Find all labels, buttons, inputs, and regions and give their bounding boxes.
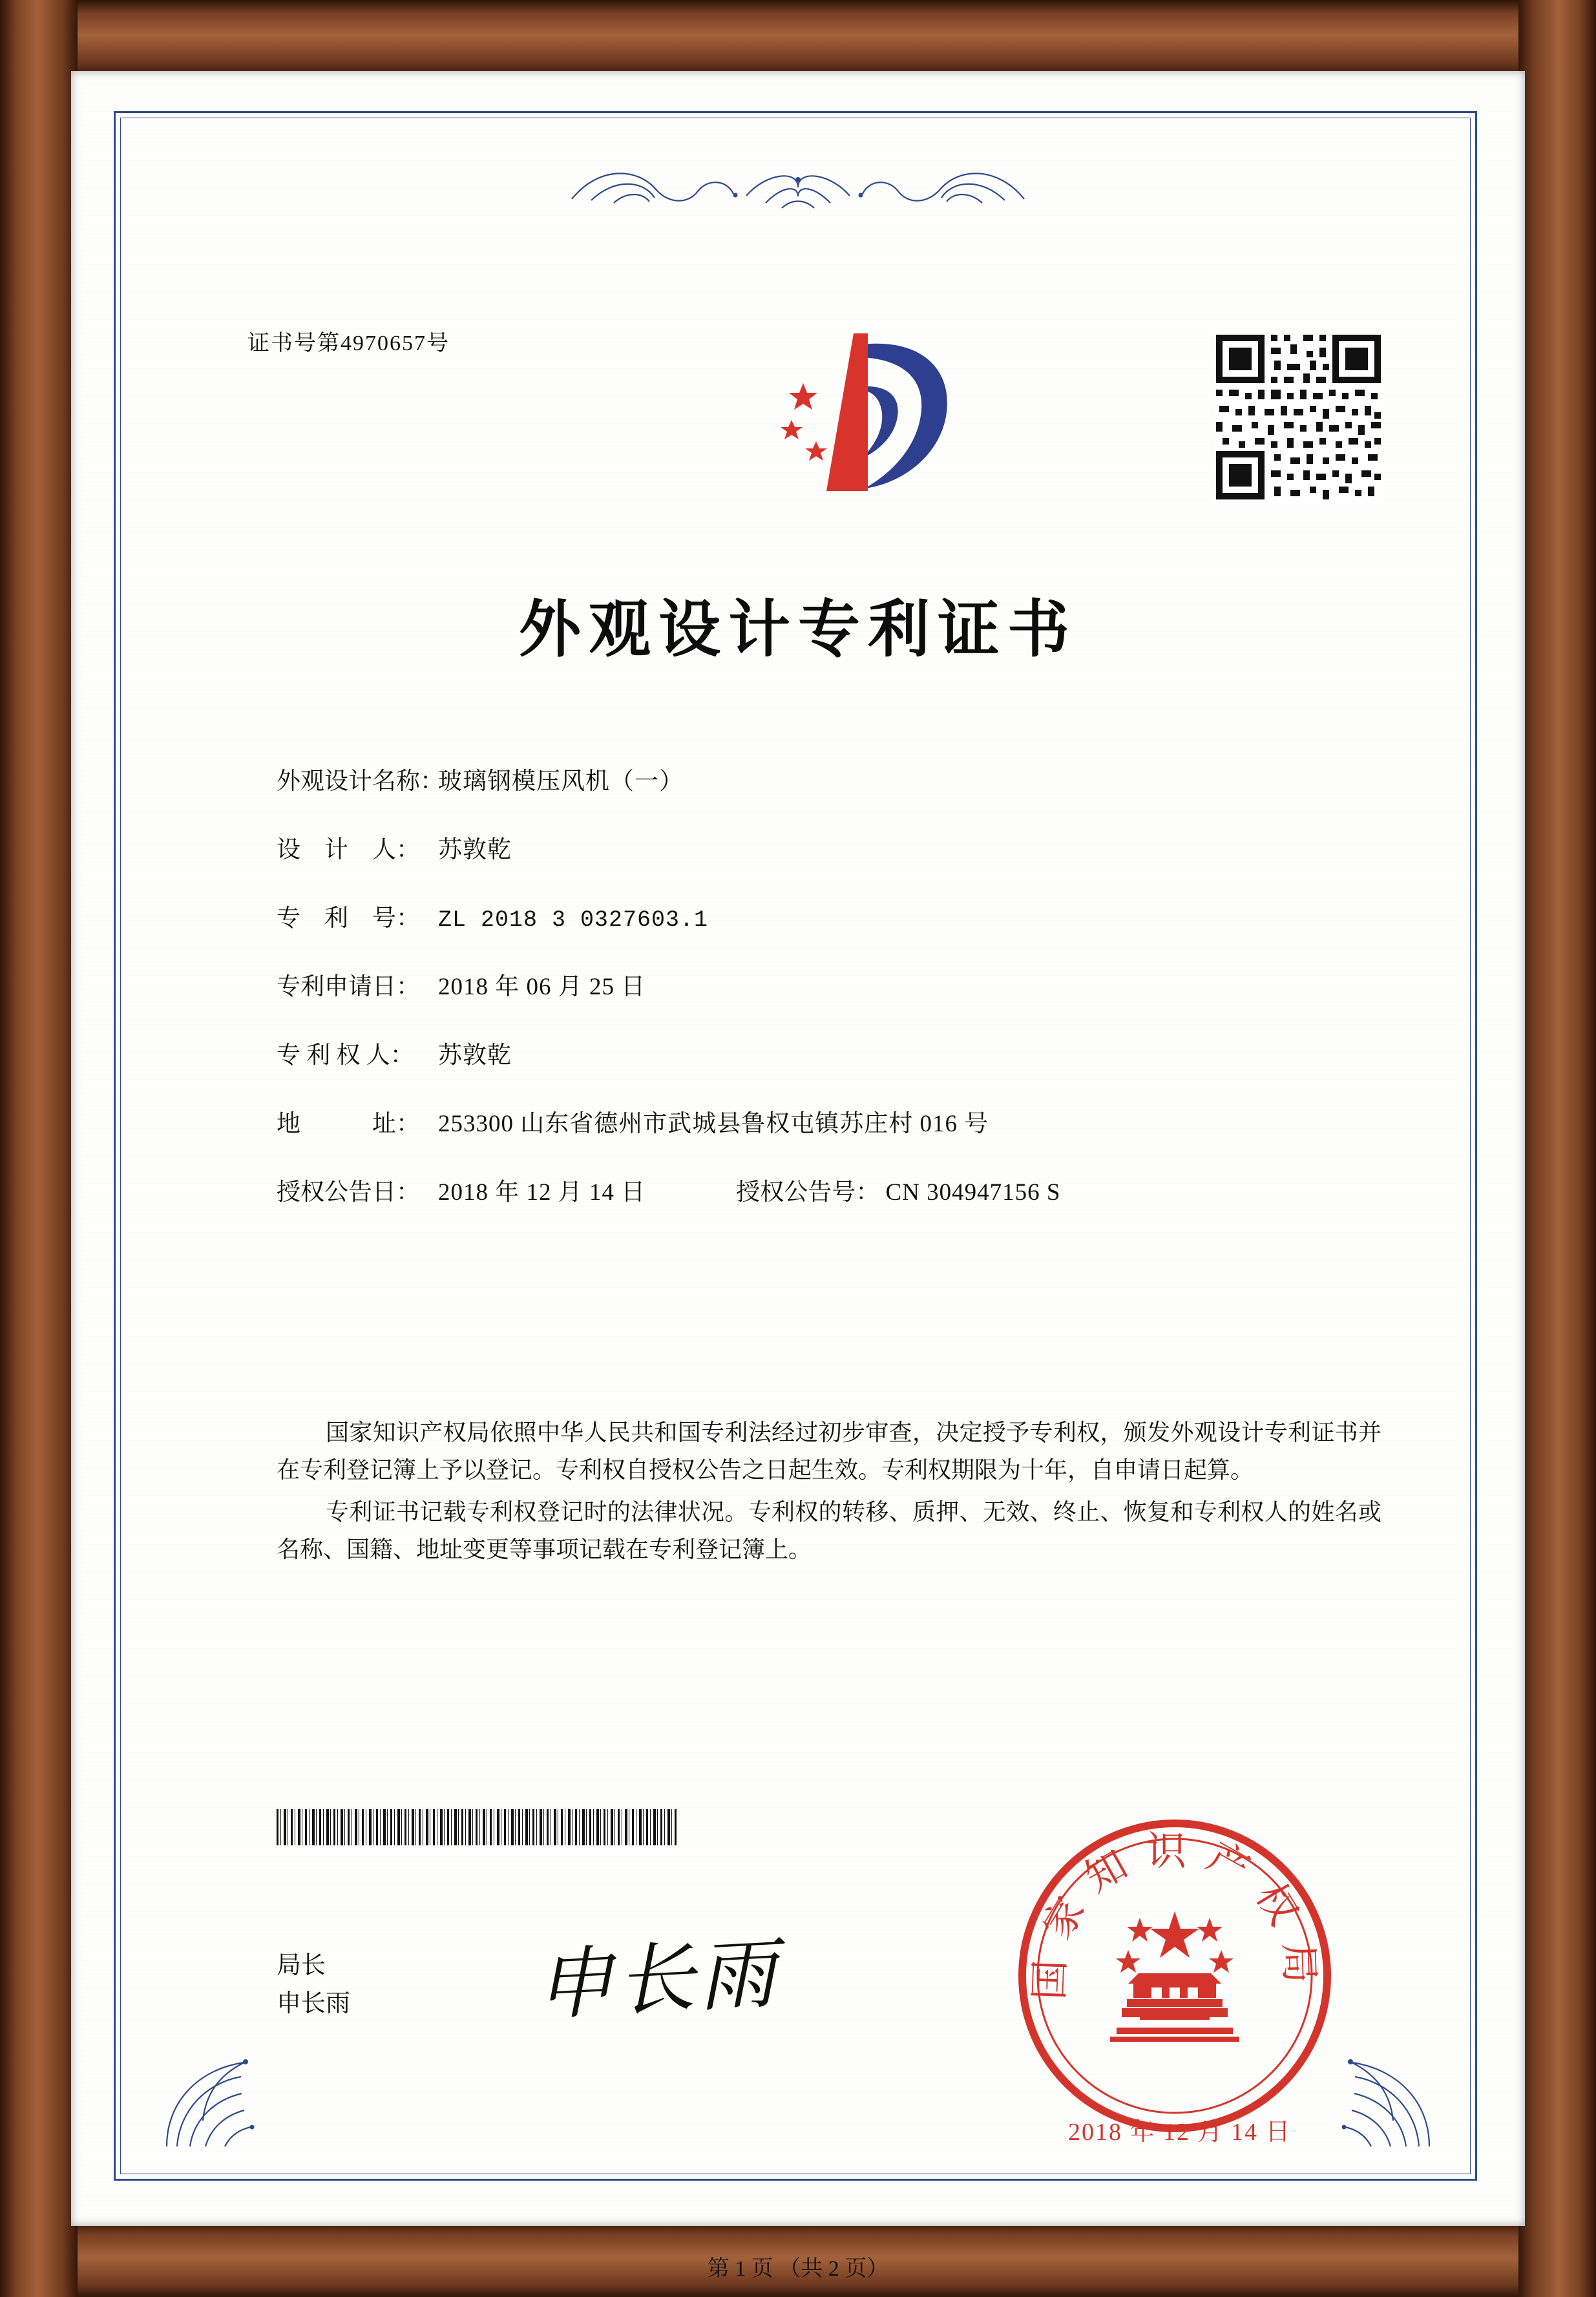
director-block [277, 1947, 350, 2023]
grant-date-value: 2018 年 12 月 14 日 [438, 1179, 646, 1206]
page-title: 外观设计专利证书 [519, 593, 1077, 666]
page-number: 第 1 页 （共 2 页） [707, 2257, 889, 2281]
field-value: 253300 山东省德州市武城县鲁权屯镇苏庄村 016 号 [438, 1111, 989, 1137]
official-seal [1013, 1814, 1336, 2137]
field-label: 外观设计名称： [277, 768, 444, 795]
field-design-name [277, 761, 1375, 796]
field-list [277, 761, 1375, 1233]
grant-date-label: 授权公告日： [277, 1179, 420, 1206]
field-label: 专 利 号： [277, 905, 420, 932]
field-patentee [277, 1035, 1375, 1070]
frame-edge-top [0, 0, 1596, 78]
legal-text [277, 1414, 1381, 1572]
grant-number-group [736, 1172, 1060, 1207]
field-value: 玻璃钢模压风机（一） [438, 768, 684, 795]
field-label: 专利申请日： [277, 974, 420, 1000]
field-label: 设 计 人： [277, 837, 420, 863]
certificate-document [83, 83, 1513, 2281]
certificate-number: 证书号第4970657号 [247, 331, 450, 355]
field-address [277, 1104, 1375, 1138]
grant-number-label: 授权公告号： [736, 1179, 880, 1206]
grant-number-value: CN 304947156 S [885, 1179, 1061, 1206]
cnipa-logo-icon [764, 322, 965, 509]
director-label: 局长 [277, 1952, 326, 1979]
qr-code-icon [1213, 331, 1384, 503]
field-value: 2018 年 06 月 25 日 [438, 974, 646, 1000]
ornament-bottom-left-icon [160, 2043, 296, 2156]
field-value: 苏敦乾 [438, 837, 512, 863]
field-application-date [277, 967, 1375, 1002]
frame-edge-right [1518, 0, 1596, 2297]
seal-date: 2018 年 12 月 14 日 [1068, 2119, 1292, 2146]
field-grant-row [277, 1172, 1375, 1207]
svg-text:国家知识产权局: 国家知识产权局 [1025, 1827, 1325, 2001]
field-label: 专 利 权 人： [277, 1042, 414, 1069]
director-name: 申长雨 [277, 1989, 351, 2017]
field-designer [277, 830, 1375, 865]
field-patent-number [277, 898, 1375, 933]
field-value: 苏敦乾 [438, 1042, 512, 1069]
frame-edge-left [0, 0, 78, 2297]
field-value: ZL 2018 3 0327603.1 [438, 907, 709, 933]
barcode [277, 1809, 677, 1845]
paragraph-1: 国家知识产权局依照中华人民共和国专利法经过初步审查，决定授予专利权，颁发外观设计专利证书并在专利登记簿上予以登记。专利权自授权公告之日起生效。专利权期限为十年，自申请日起算。 [277, 1420, 1381, 1484]
field-label: 地 址： [277, 1111, 420, 1137]
handwritten-signature: 申长雨 [533, 1929, 782, 2031]
paragraph-2: 专利证书记载专利权登记时的法律状况。专利权的转移、质押、无效、终止、恢复和专利权人的姓名或名称、国籍、地址变更等事项记载在专利登记簿上。 [277, 1498, 1381, 1562]
ornament-top-icon [552, 160, 1044, 222]
